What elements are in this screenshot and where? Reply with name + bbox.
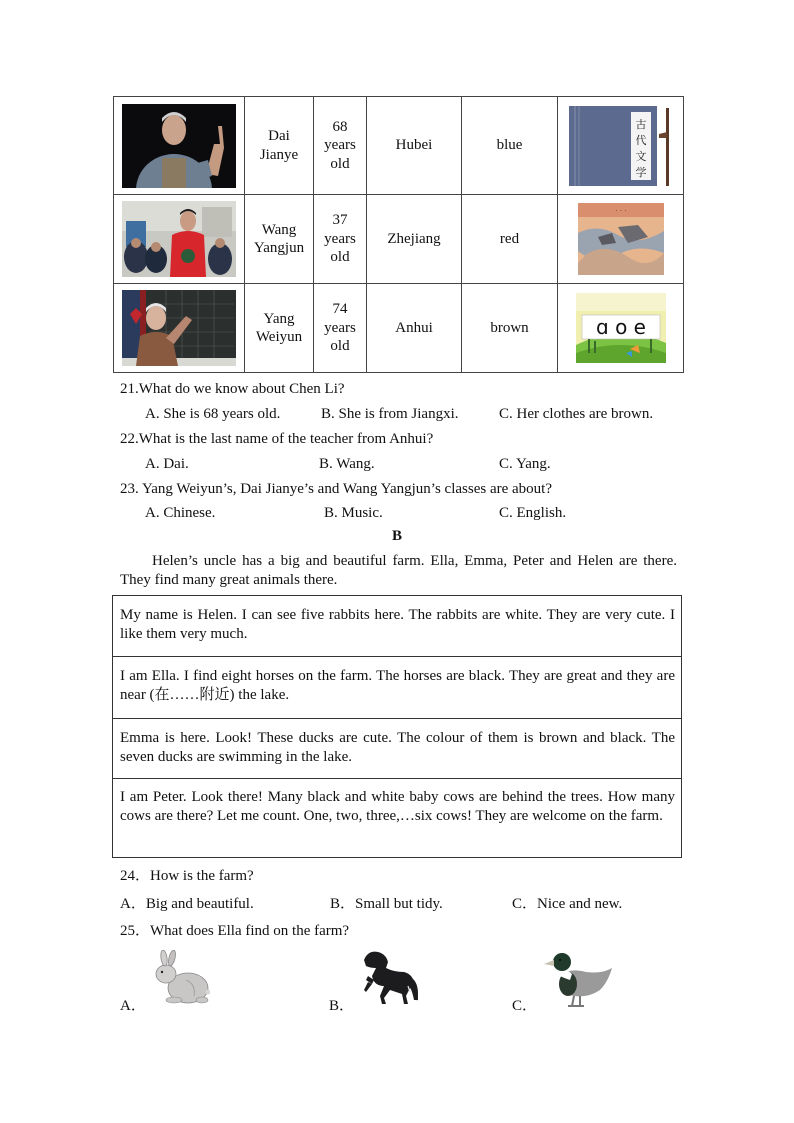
section-b-intro: Helen’s uncle has a big and beautiful farm. Ella, Emma, Peter and Helen are there. They find many great animals there.: [120, 553, 677, 588]
teacher-name: Yang Weiyun: [245, 284, 314, 373]
class-image-cell: [558, 97, 684, 195]
teacher-photo-yang-weiyun: [122, 290, 236, 366]
age-unit: years: [324, 137, 356, 154]
duck-icon[interactable]: [540, 948, 616, 1008]
question-24-option-b[interactable]: B．Small but tidy.: [330, 896, 443, 912]
teacher-clothes-color: red: [462, 195, 558, 284]
table-row: [114, 195, 684, 284]
svg-text:文: 文: [635, 149, 646, 163]
section-b-title: B: [391, 528, 402, 544]
story-peter: I am Peter. Look there! Many black and white baby cows are behind the trees. How many cows are there? Let me count. One, two, three,…six cows! They are welcome on the farm.: [120, 789, 675, 824]
teacher-age: [314, 97, 367, 195]
horse-icon[interactable]: [360, 946, 420, 1006]
age-suffix: old: [330, 155, 350, 172]
teacher-clothes-color: blue: [462, 97, 558, 195]
question-21-option-c[interactable]: C. Her clothes are brown.: [499, 406, 654, 422]
teacher-name: Dai Jianye: [245, 97, 314, 195]
photo-cell: [114, 97, 245, 195]
story-emma: Emma is here. Look! These ducks are cute. The colour of them is brown and black. The seven ducks are swimming in the lake.: [113, 719, 681, 779]
teacher-clothes-color: brown: [462, 284, 558, 373]
age-suffix: old: [330, 338, 350, 355]
question-24-option-c[interactable]: C．Nice and new.: [512, 896, 623, 912]
svg-text:古: 古: [635, 117, 646, 131]
ancient-literature-book-icon: [569, 104, 673, 188]
question-22-option-a[interactable]: A. Dai.: [145, 456, 189, 472]
age-suffix: old: [330, 249, 350, 266]
question-21-stem: 21.What do we know about Chen Li?: [120, 381, 345, 397]
story-ella: I am Ella. I find eight horses on the farm. The horses are black. They are great and they are near (在……附近) the lake.: [113, 657, 681, 719]
teacher-age: [314, 284, 367, 373]
question-25-option-a[interactable]: A．: [120, 998, 146, 1014]
question-25-stem: 25．What does Ella find on the farm?: [120, 923, 350, 939]
pinyin-aoe-icon: [576, 293, 666, 363]
rabbit-icon[interactable]: [150, 950, 210, 1006]
question-23-stem: 23. Yang Weiyun’s, Dai Jianye’s and Wang Yangjun’s classes are about?: [120, 481, 552, 497]
question-23-option-c[interactable]: C. English.: [499, 505, 567, 521]
photo-cell: [114, 195, 245, 284]
svg-text:代: 代: [635, 133, 646, 147]
question-25-option-b[interactable]: B．: [329, 998, 355, 1014]
teacher-hometown: Anhui: [367, 284, 462, 373]
question-22-option-b[interactable]: B. Wang.: [319, 456, 375, 472]
age-number: 68: [332, 118, 348, 135]
question-22-option-c[interactable]: C. Yang.: [499, 456, 551, 472]
table-row: [114, 284, 684, 373]
teacher-photo-dai-jianye: [122, 104, 236, 188]
photo-cell: [114, 284, 245, 373]
farm-story-box: [112, 595, 682, 858]
svg-text:· · ·: · · ·: [614, 207, 627, 215]
question-23-option-a[interactable]: A. Chinese.: [145, 505, 216, 521]
chinese-poetry-painting-icon: [578, 203, 664, 275]
question-24-option-a[interactable]: A．Big and beautiful.: [120, 896, 254, 912]
age-number: 74: [332, 301, 348, 318]
class-image-cell: [558, 284, 684, 373]
teacher-photo-wang-yangjun: [122, 201, 236, 277]
question-23-option-b[interactable]: B. Music.: [324, 505, 383, 521]
age-unit: years: [324, 319, 356, 336]
teacher-age: [314, 195, 367, 284]
teacher-hometown: Hubei: [367, 97, 462, 195]
story-helen: My name is Helen. I can see five rabbits here. The rabbits are white. They are very cute. I like them very much.: [113, 596, 681, 657]
teacher-hometown: Zhejiang: [367, 195, 462, 284]
age-unit: years: [324, 230, 356, 247]
question-25-option-c[interactable]: C．: [512, 998, 538, 1014]
question-21-option-b[interactable]: B. She is from Jiangxi.: [321, 406, 459, 422]
teacher-info-table: [113, 96, 684, 373]
svg-text:ɑ o e: ɑ o e: [595, 315, 646, 339]
age-number: 37: [332, 212, 348, 229]
teacher-name: Wang Yangjun: [245, 195, 314, 284]
svg-text:学: 学: [635, 165, 646, 179]
question-22-stem: 22.What is the last name of the teacher from Anhui?: [120, 431, 434, 447]
class-image-cell: [558, 195, 684, 284]
table-row: [114, 97, 684, 195]
question-24-stem: 24．How is the farm?: [120, 868, 254, 884]
question-21-option-a[interactable]: A. She is 68 years old.: [145, 406, 281, 422]
